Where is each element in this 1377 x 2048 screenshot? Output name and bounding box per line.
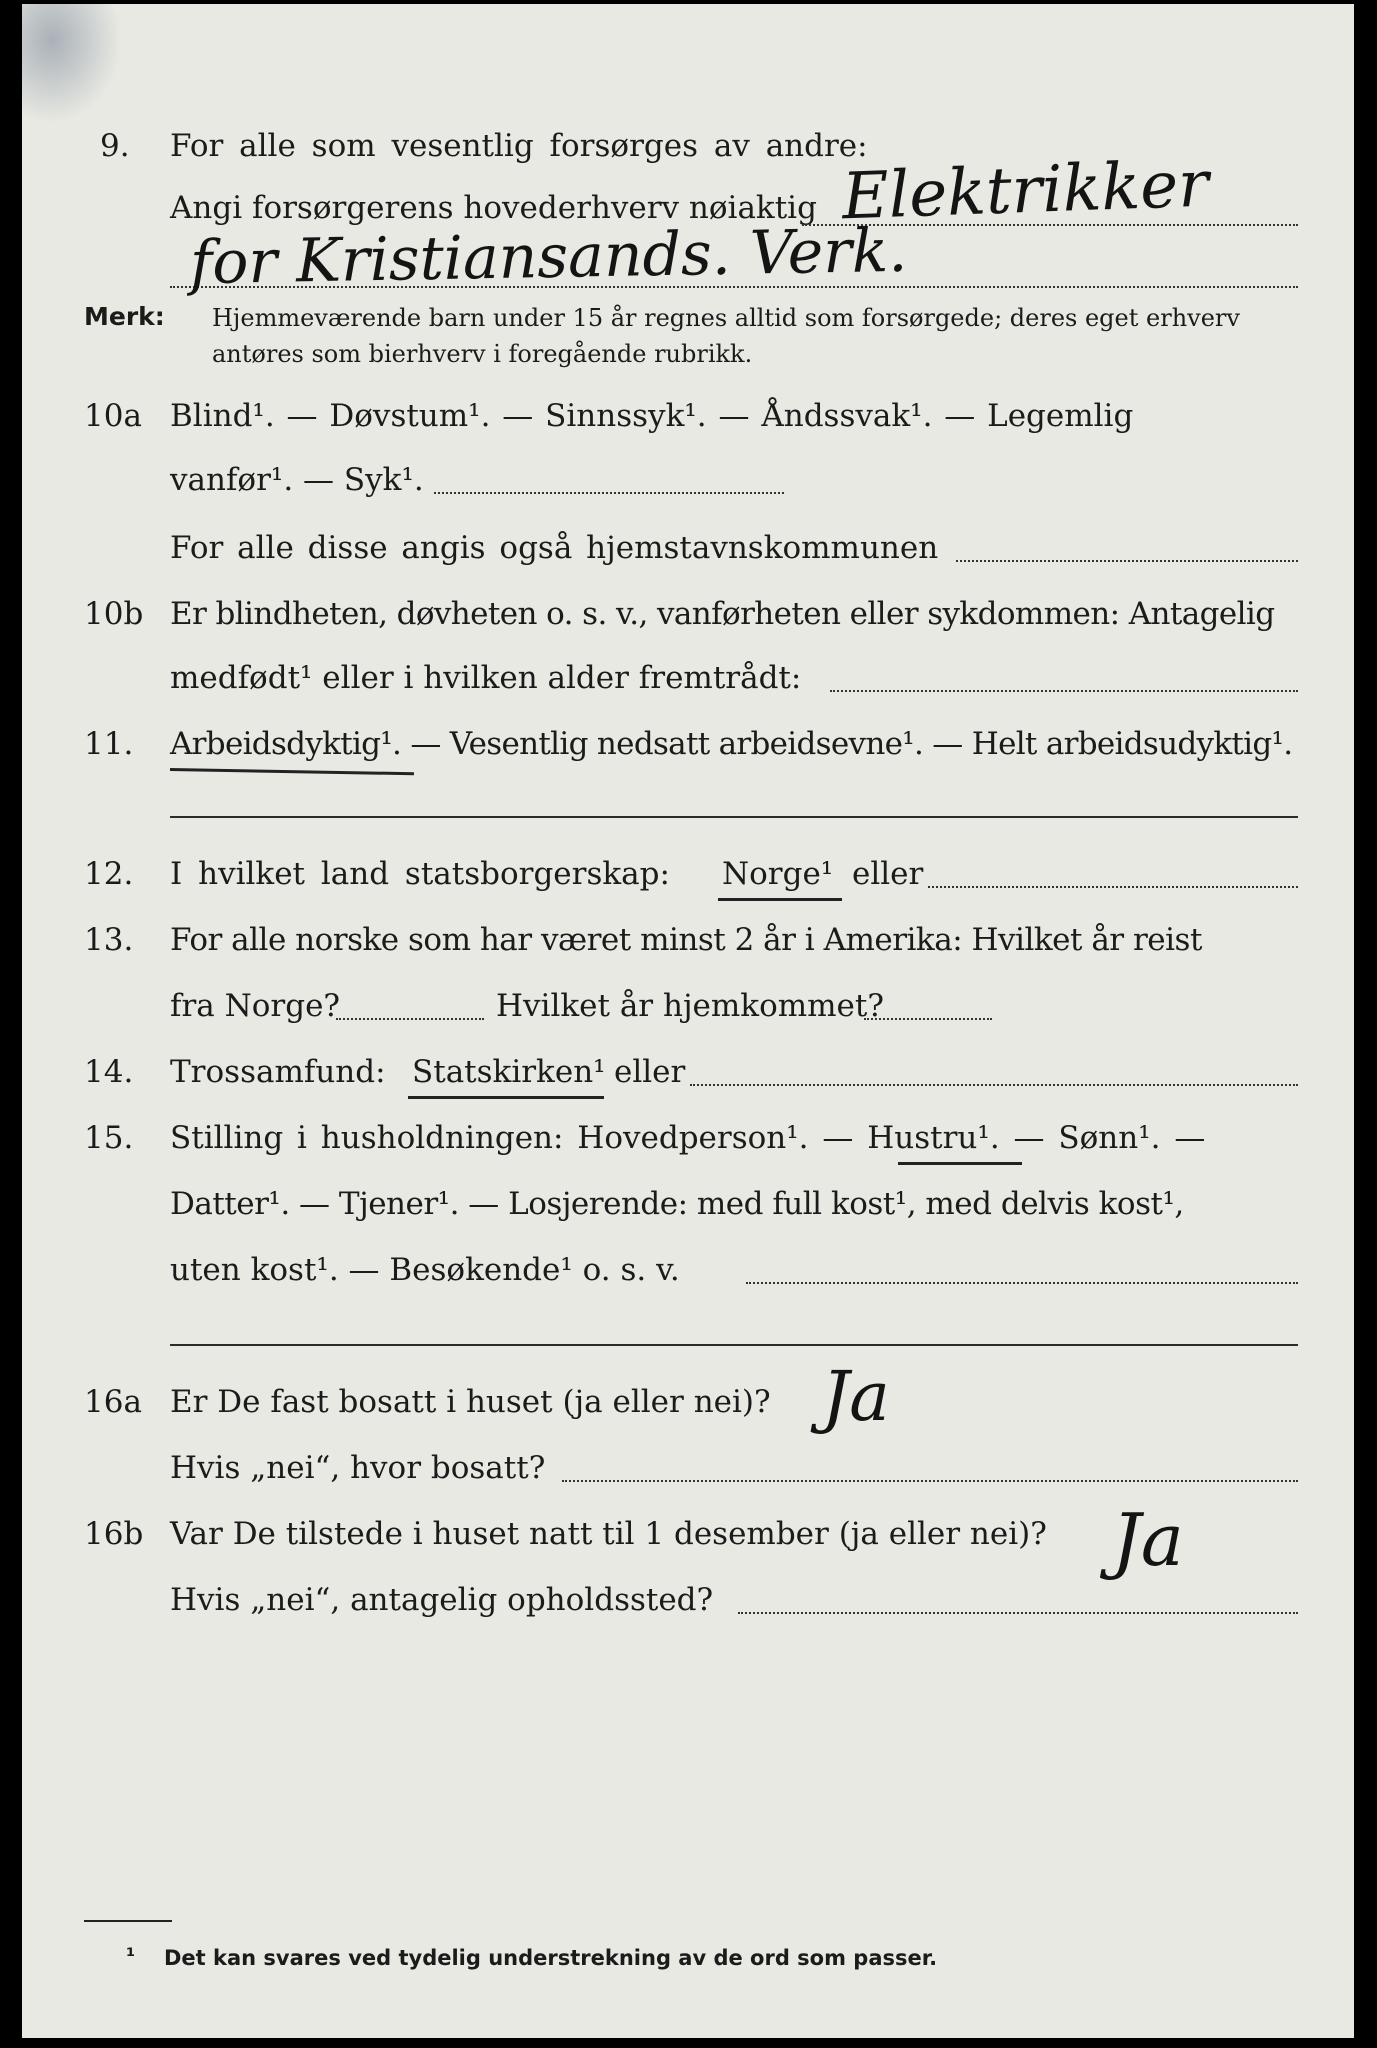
q16b-handwritten-answer: Ja xyxy=(1112,1498,1184,1582)
q13-line2b: Hvilket år hjemkommet? xyxy=(496,988,884,1024)
q14-underline-statskirken xyxy=(408,1096,604,1099)
q13-hjemkommet-answer-line xyxy=(864,1018,992,1020)
q11-underline-arbeidsdyktig xyxy=(170,768,414,775)
q14-suffix: eller xyxy=(614,1054,686,1090)
q10a-line1: Blind¹. — Døvstum¹. — Sinnssyk¹. — Åndssvak¹. — Legemlig xyxy=(170,398,1134,434)
q14-choice: Statskirken¹ xyxy=(412,1054,606,1090)
footnote-mark: ¹ xyxy=(126,1944,136,1968)
q11-line1: Arbeidsdyktig¹. — Vesentlig nedsatt arbeidsevne¹. — Helt arbeidsudyktig¹. xyxy=(170,726,1293,762)
merk-line2: antøres som bierhverv i foregående rubrikk. xyxy=(212,340,753,368)
q16b-opholdssted-answer-line xyxy=(738,1612,1298,1614)
q10a-hjemstavn-answer-line xyxy=(956,560,1298,562)
q10b-answer-line xyxy=(830,690,1298,692)
q15-answer-line-2 xyxy=(170,1344,1298,1346)
q10a-line3: For alle disse angis også hjemstavnskommunen xyxy=(170,530,939,566)
census-form-page xyxy=(22,4,1354,2038)
q16a-number: 16a xyxy=(84,1384,142,1420)
q10b-line1: Er blindheten, døvheten o. s. v., vanførheten eller sykdommen: Antagelig xyxy=(170,596,1275,632)
q16b-line1: Var De tilstede i huset natt til 1 desember (ja eller nei)? xyxy=(170,1516,1047,1552)
q9-line2: Angi forsørgerens hovederhverv nøiaktig xyxy=(170,190,817,226)
q12-underline-norge xyxy=(718,898,842,901)
q15-number: 15. xyxy=(84,1120,134,1156)
q16a-line1: Er De fast bosatt i huset (ja eller nei)? xyxy=(170,1384,771,1420)
q11-answer-line xyxy=(170,816,1298,818)
q16a-bosatt-answer-line xyxy=(562,1480,1298,1482)
q12-number: 12. xyxy=(84,856,134,892)
q15-line3: uten kost¹. — Besøkende¹ o. s. v. xyxy=(170,1252,680,1288)
q9-handwritten-answer-2: for Kristiansands. Verk. xyxy=(189,215,908,299)
q13-reist-answer-line xyxy=(336,1018,484,1020)
q16a-line2: Hvis „nei“, hvor bosatt? xyxy=(170,1450,546,1486)
merk-label: Merk: xyxy=(84,302,165,331)
q10a-syk-answer-line xyxy=(434,492,784,494)
footnote-text: Det kan svares ved tydelig understrekning av de ord som passer. xyxy=(164,1946,938,1970)
q13-line2a: fra Norge? xyxy=(170,988,341,1024)
q11-number: 11. xyxy=(84,726,134,762)
q16b-number: 16b xyxy=(84,1516,144,1552)
q12-choice: Norge¹ xyxy=(722,856,834,892)
q13-number: 13. xyxy=(84,922,134,958)
q10a-number: 10a xyxy=(84,398,142,434)
merk-line1: Hjemmeværende barn under 15 år regnes alltid som forsørgede; deres eget erhverv xyxy=(212,304,1240,332)
q10b-number: 10b xyxy=(84,596,144,632)
q12-suffix: eller xyxy=(852,856,924,892)
q12-answer-line xyxy=(928,886,1298,888)
q16a-handwritten-answer: Ja xyxy=(822,1358,890,1437)
footnote-rule xyxy=(84,1920,172,1922)
q14-prefix: Trossamfund: xyxy=(170,1054,386,1090)
ink-smudge xyxy=(22,4,122,124)
q14-answer-line xyxy=(690,1084,1298,1086)
q14-number: 14. xyxy=(84,1054,134,1090)
q10a-line2: vanfør¹. — Syk¹. xyxy=(170,462,424,498)
q10b-line2: medfødt¹ eller i hvilken alder fremtrådt: xyxy=(170,660,802,696)
q15-answer-line-1 xyxy=(746,1282,1298,1284)
q15-underline-hustru xyxy=(898,1162,1022,1165)
q9-line1: For alle som vesentlig forsørges av andre: xyxy=(170,128,868,164)
q9-handwritten-answer-1: Elektrikker xyxy=(840,147,1210,235)
q12-prefix: I hvilket land statsborgerskap: xyxy=(170,856,670,892)
q15-line1: Stilling i husholdningen: Hovedperson¹. — Hustru¹. — Sønn¹. — xyxy=(170,1120,1206,1156)
q9-number: 9. xyxy=(100,128,130,164)
q16b-line2: Hvis „nei“, antagelig opholdssted? xyxy=(170,1582,714,1618)
q15-line2: Datter¹. — Tjener¹. — Losjerende: med full kost¹, med delvis kost¹, xyxy=(170,1186,1184,1222)
q13-line1: For alle norske som har været minst 2 år i Amerika: Hvilket år reist xyxy=(170,922,1202,958)
